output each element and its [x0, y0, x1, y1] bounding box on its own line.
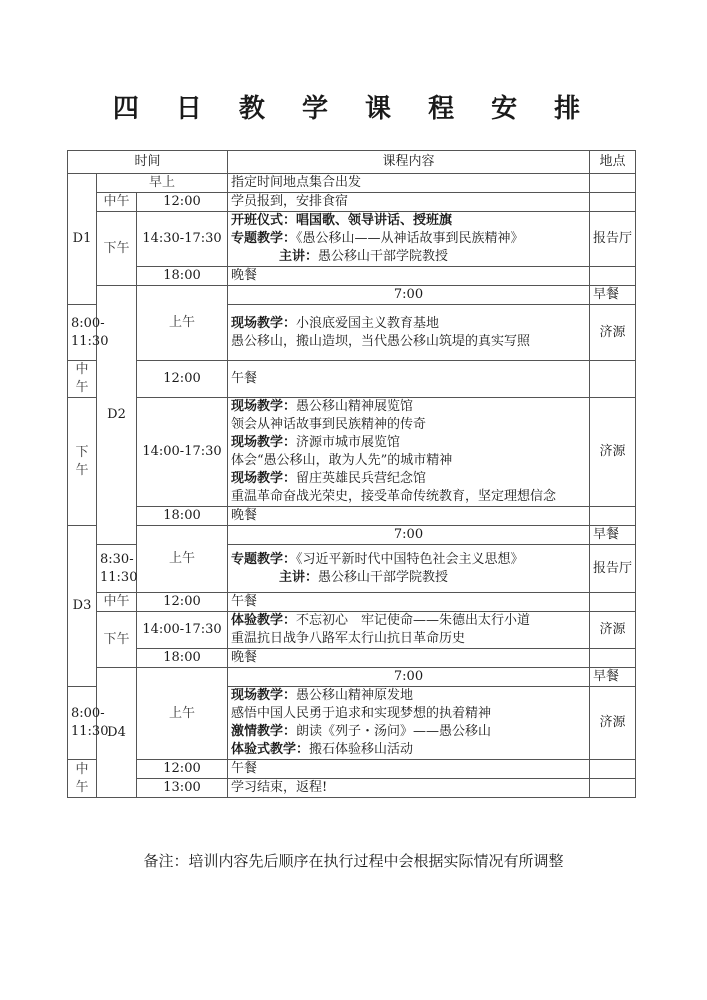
content-label: 主讲：: [279, 249, 319, 264]
time-cell: 7:00: [228, 526, 590, 545]
content-cell: 午餐: [228, 361, 590, 398]
content-label: 现场教学：: [231, 435, 297, 450]
time-cell: 12:00: [137, 593, 228, 612]
content-label: 体验式教学：: [231, 742, 310, 757]
time-cell: 12:00: [137, 361, 228, 398]
content-line: 开班仪式：唱国歌、领导讲话、授班旗: [231, 213, 453, 228]
table-row: [68, 649, 636, 668]
table-row: [68, 212, 636, 267]
content-cell: [228, 545, 590, 593]
day-label: D2: [97, 286, 137, 545]
content-cell: 学习结束，返程!: [228, 779, 590, 798]
time-cell: 18:00: [137, 649, 228, 668]
time-cell: 8:30-11:30: [97, 545, 137, 593]
content-label: 现场教学：: [231, 688, 297, 703]
content-cell: [228, 612, 590, 649]
content-label: 激情教学：: [231, 724, 297, 739]
content-cell: 早餐: [590, 286, 636, 305]
period-label: 上午: [137, 526, 228, 593]
day-label: D3: [68, 526, 97, 687]
content-cell: 午餐: [228, 760, 590, 779]
content-label: 专题教学：: [231, 551, 297, 567]
content-cell: 午餐: [228, 593, 590, 612]
content-cell: 早餐: [590, 526, 636, 545]
content-cell: 晚餐: [228, 507, 590, 526]
location-cell: 济源: [590, 398, 636, 507]
content-cell: 晚餐: [228, 267, 590, 286]
content-cell: 晚餐: [228, 649, 590, 668]
location-cell: [590, 760, 636, 779]
content-text: 朗读《列子・汤问》——愚公移山: [296, 724, 492, 739]
time-cell: 13:00: [137, 779, 228, 798]
content-cell: 指定时间地点集合出发: [228, 174, 590, 193]
content-cell: 学员报到，安排食宿: [228, 193, 590, 212]
content-text: 《习近平新时代中国特色社会主义思想》: [296, 551, 524, 567]
content-text: 愚公移山精神原发地: [296, 688, 414, 703]
content-label: 现场教学：: [231, 471, 297, 486]
table-row: [68, 779, 636, 798]
time-cell: 7:00: [228, 286, 590, 305]
period-label: 下午: [97, 612, 137, 668]
content-label: 主讲：: [279, 569, 319, 585]
header-content: 课程内容: [228, 151, 590, 174]
location-cell: [590, 193, 636, 212]
content-text: 《愚公移山——从神话故事到民族精神》: [296, 231, 524, 246]
table-row: [68, 286, 636, 305]
content-text: 愚公移山干部学院教授: [318, 569, 449, 585]
location-cell: [590, 361, 636, 398]
content-label: 现场教学：: [231, 399, 297, 414]
time-cell: 14:00-17:30: [137, 612, 228, 649]
table-row: [68, 760, 636, 779]
content-cell: [228, 212, 590, 267]
table-row: [68, 267, 636, 286]
table-row: [68, 398, 636, 507]
time-cell: 8:00-11:30: [68, 305, 97, 361]
header-time: 时间: [68, 151, 228, 174]
period-label: 中午: [97, 193, 137, 212]
location-cell: [590, 593, 636, 612]
time-cell: 14:00-17:30: [137, 398, 228, 507]
location-cell: [590, 649, 636, 668]
period-label: 上午: [137, 668, 228, 760]
page-title: 四 日 教 学 课 程 安 排: [112, 94, 595, 124]
location-cell: 济源: [590, 305, 636, 361]
day-label: D1: [68, 174, 97, 305]
time-cell: 12:00: [137, 193, 228, 212]
time-cell: 18:00: [137, 267, 228, 286]
time-cell: 18:00: [137, 507, 228, 526]
time-cell: 8:00-11:30: [68, 687, 97, 760]
content-cell: 早餐: [590, 668, 636, 687]
table-row: [68, 193, 636, 212]
table-row: [68, 612, 636, 649]
content-text: 搬石体验移山活动: [309, 742, 414, 757]
content-cell: [228, 687, 590, 760]
content-line: 体会“愚公移山，敢为人先”的城市精神: [231, 453, 453, 468]
content-line: 愚公移山，搬山造坝，当代愚公移山筑堤的真实写照: [231, 333, 531, 349]
location-cell: 报告厅: [590, 545, 636, 593]
table-row: [68, 526, 636, 545]
location-cell: [590, 267, 636, 286]
period-label: 下午: [97, 212, 137, 286]
header-location: 地点: [590, 151, 636, 174]
content-label: 现场教学：: [231, 315, 297, 331]
footnote: 备注：培训内容先后顺序在执行过程中会根据实际情况有所调整: [143, 852, 564, 870]
period-label: 下午: [68, 398, 97, 526]
table-row: [68, 507, 636, 526]
period-label: 中午: [68, 760, 97, 798]
period-label: 中午: [68, 361, 97, 398]
table-row: [68, 174, 636, 193]
location-cell: 济源: [590, 612, 636, 649]
content-text: 济源市城市展览馆: [296, 435, 401, 450]
period-label: 中午: [97, 593, 137, 612]
location-cell: [590, 174, 636, 193]
table-row: [68, 361, 636, 398]
content-cell: [228, 398, 590, 507]
content-line: 重温抗日战争八路军太行山抗日革命历史: [231, 631, 466, 646]
schedule-table: [67, 150, 636, 798]
table-row: [68, 668, 636, 687]
content-line: 感悟中国人民勇于追求和实现梦想的执着精神: [231, 706, 492, 721]
content-text: 留庄英雄民兵营纪念馆: [296, 471, 427, 486]
header-row: [68, 151, 636, 174]
content-label: 专题教学：: [231, 231, 297, 246]
location-cell: [590, 779, 636, 798]
content-text: 愚公移山精神展览馆: [296, 399, 414, 414]
location-cell: [590, 507, 636, 526]
table-row: [68, 593, 636, 612]
content-text: 小浪底爱国主义教育基地: [296, 315, 440, 331]
time-cell: 7:00: [228, 668, 590, 687]
content-line: 领会从神话故事到民族精神的传奇: [231, 417, 427, 432]
day-label: D4: [97, 668, 137, 798]
content-text: 不忘初心 牢记使命——朱德出太行小道: [296, 613, 531, 628]
location-cell: 报告厅: [590, 212, 636, 267]
location-cell: 济源: [590, 687, 636, 760]
time-cell: 12:00: [137, 760, 228, 779]
content-text: 愚公移山干部学院教授: [318, 249, 449, 264]
content-label: 体验教学：: [231, 613, 297, 628]
period-label: 上午: [137, 286, 228, 361]
content-line: 重温革命奋战光荣史，接受革命传统教育，坚定理想信念: [231, 489, 557, 504]
period-label: 早上: [97, 174, 228, 193]
content-cell: [228, 305, 590, 361]
time-cell: 14:30-17:30: [137, 212, 228, 267]
